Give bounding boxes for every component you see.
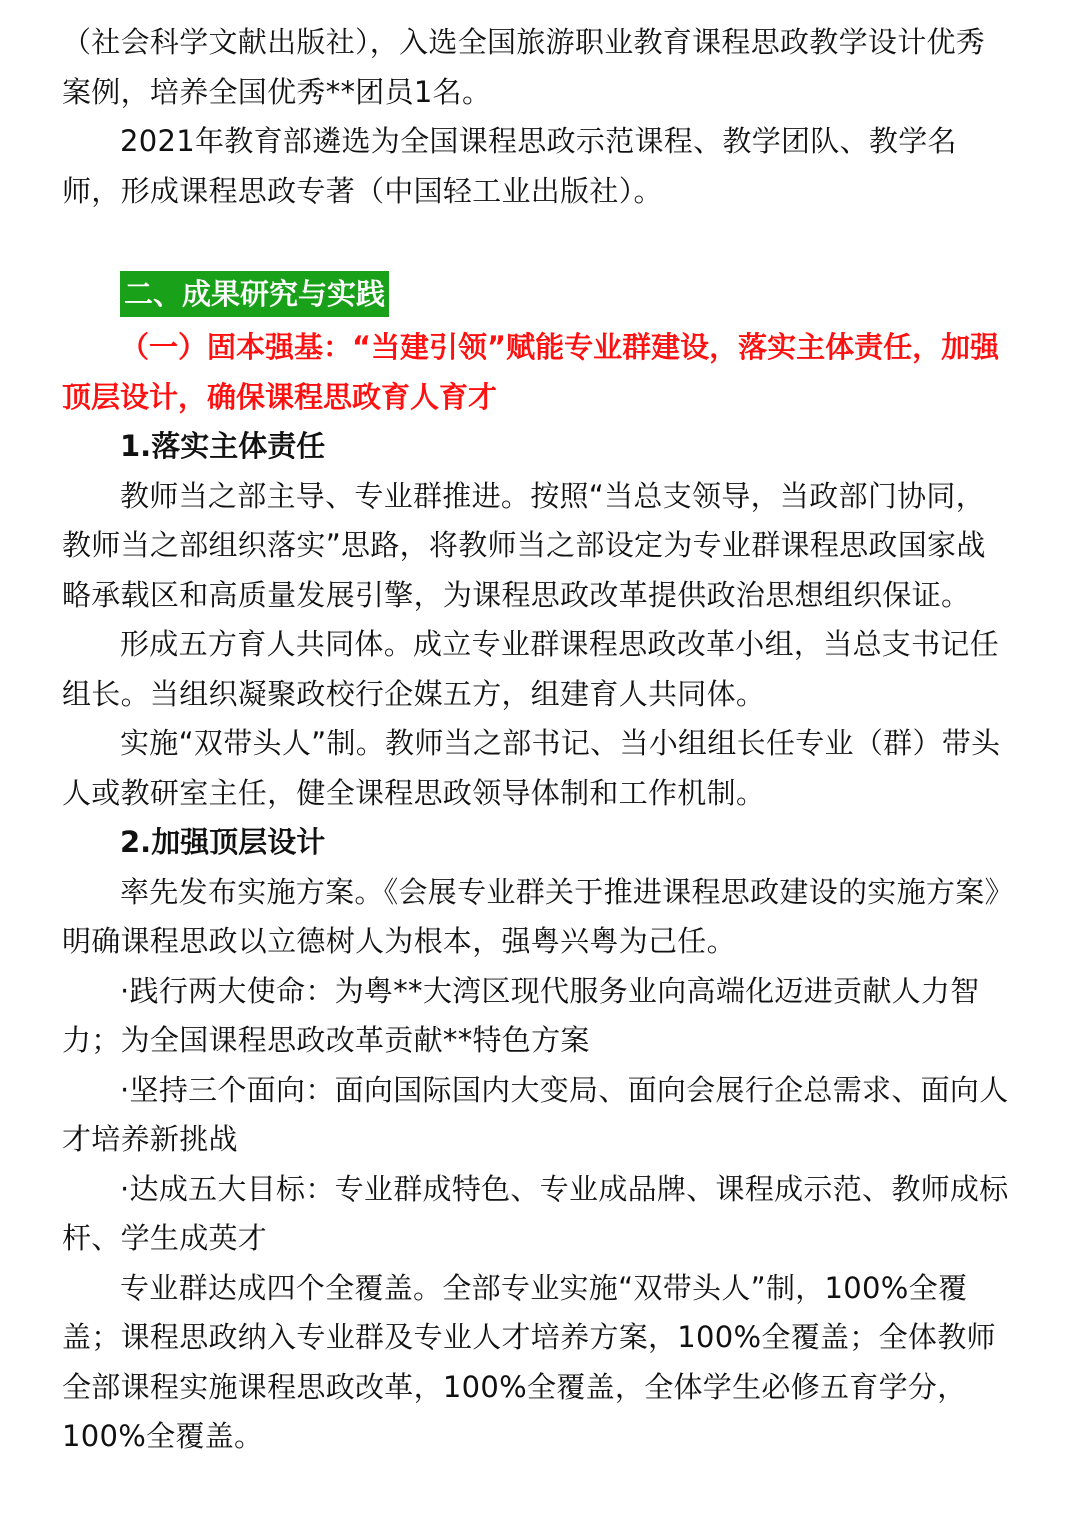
part2-paragraph-coverage: 专业群达成四个全覆盖。全部专业实施“双带头人”制，100%全覆盖；课程思政纳入专业群及专业人才培养方案，100%全覆盖；全体教师全部课程实施课程思政改革，100%全覆盖，全体学生必修五育学分，100%全覆盖。 <box>62 1270 996 1453</box>
part2-bullet-missions: ·践行两大使命：为粤**大湾区现代服务业向高端化迈进贡献人力智力；为全国课程思政改革贡献**特色方案 <box>62 973 980 1057</box>
section-heading-wrap <box>62 271 1012 323</box>
part1-paragraph: 形成五方育人共同体。成立专业群课程思政改革小组，当总支书记任组长。当组织凝聚政校行企媒五方，组建育人共同体。 <box>62 627 1000 711</box>
part2-bullet-orientations: ·坚持三个面向：面向国际国内大变局、面向会展行企总需求、面向人才培养新挑战 <box>62 1072 1009 1156</box>
part2-paragraph: 率先发布实施方案。《会展专业群关于推进课程思政建设的实施方案》明确课程思政以立德树人为根本，强粤兴粤为己任。 <box>62 874 1000 958</box>
part1-paragraph: 教师当之部主导、专业群推进。按照“当总支领导，当政部门协同，教师当之部组织落实”思路，将教师当之部设定为专业群课程思政国家战略承载区和高质量发展引擎，为课程思政改革提供政治思想组织保证。 <box>62 478 986 612</box>
document-page <box>62 18 1012 1462</box>
section-heading: 二、成果研究与实践 <box>120 271 389 317</box>
part2-heading: 2.加强顶层设计 <box>120 825 326 859</box>
paragraph-2021-selection: 2021年教育部遴选为全国课程思政示范课程、教学团队、教学名师，形成课程思政专著（中国轻工业出版社）。 <box>62 124 957 208</box>
part1-heading: 1.落实主体责任 <box>120 429 326 463</box>
subsection-heading: （一）固本强基：“当建引领”赋能专业群建设，落实主体责任，加强顶层设计，确保课程思政育人育才 <box>62 330 1000 414</box>
paragraph-publisher-cases: （社会科学文献出版社），入选全国旅游职业教育课程思政教学设计优秀案例，培养全国优秀**团员1名。 <box>62 25 986 109</box>
spacer <box>62 216 1012 271</box>
part2-bullet-goals: ·达成五大目标：专业群成特色、专业成品牌、课程成示范、教师成标杆、学生成英才 <box>62 1171 1009 1255</box>
part1-paragraph: 实施“双带头人”制。教师当之部书记、当小组组长任专业（群）带头人或教研室主任，健全课程思政领导体制和工作机制。 <box>62 726 1001 810</box>
